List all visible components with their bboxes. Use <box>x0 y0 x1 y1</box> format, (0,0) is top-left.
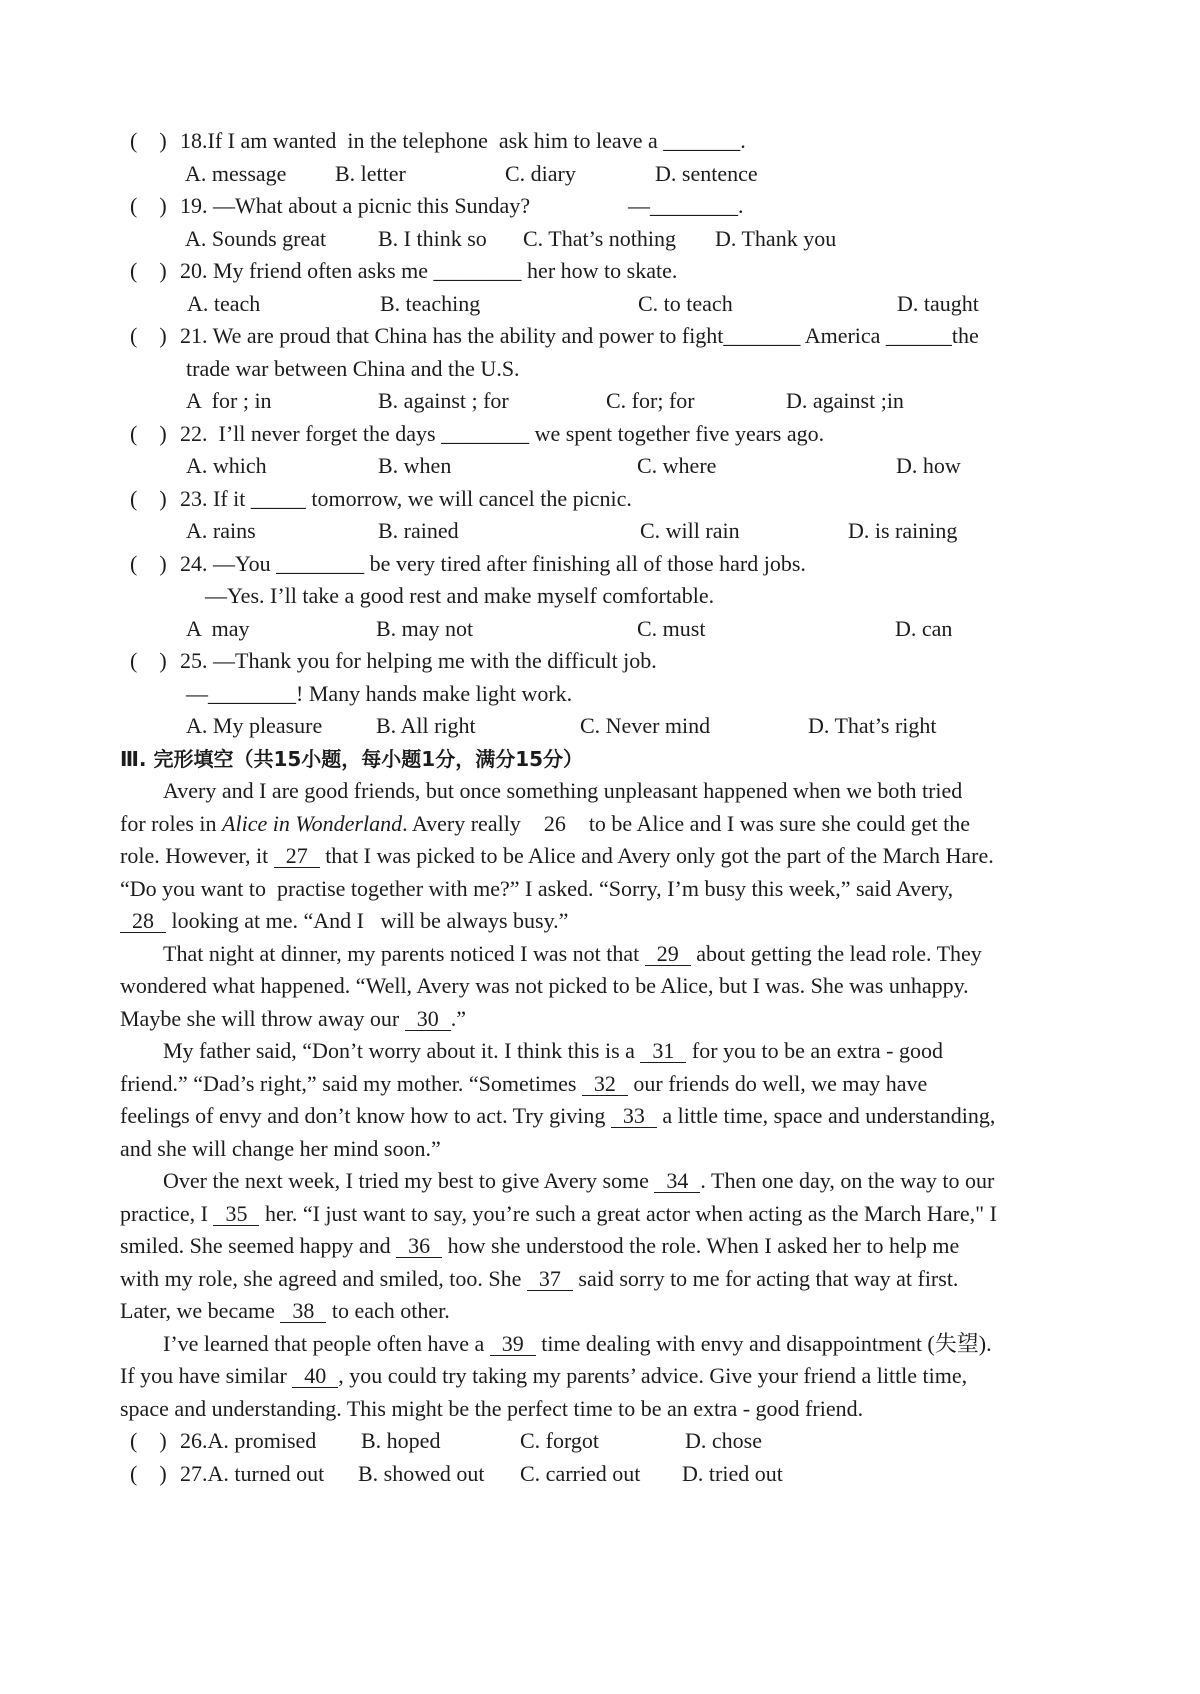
passage-text-line <box>120 1068 927 1101</box>
passage-text: to be Alice and I was sure she could get the <box>577 810 971 836</box>
passage-text-line <box>163 938 982 971</box>
passage-line <box>0 1360 1200 1393</box>
option-d: D. sentence <box>655 160 758 186</box>
passage-text-line <box>120 1295 450 1328</box>
passage-text-line <box>120 1230 959 1263</box>
question-stem-continued: —Yes. I’ll take a good rest and make myself comfortable. <box>205 583 715 608</box>
option-c: C. forgot <box>520 1428 600 1453</box>
passage-text: our friends do well, we may have <box>627 1070 928 1096</box>
question-22 <box>0 418 1200 451</box>
option-b: B. rained <box>378 518 459 543</box>
question-stem: 22. I’ll never forget the days ________ we spent together five years ago. <box>180 420 825 446</box>
answer-bracket: ( ) <box>130 420 167 446</box>
question-stem: 23. If it _____ tomorrow, we will cancel the picnic. <box>180 485 632 511</box>
blank-27: 27 <box>274 845 320 868</box>
passage-text: , you could try taking my parents’ advice. Give your friend a little time, <box>338 1363 968 1388</box>
question-20 <box>0 255 1200 288</box>
passage-text: Later, we became <box>120 1298 281 1323</box>
option-c: C. where <box>637 453 717 478</box>
passage-text: wondered what happened. “Well, Avery was not picked to be Alice, but I was. She was unhappy. <box>120 973 969 998</box>
question-stem: 21. We are proud that China has the ability and power to fight_______ America ______the <box>180 323 979 348</box>
question-19-options <box>0 223 1200 256</box>
blank-28: 28 <box>120 910 166 933</box>
passage-line <box>0 1198 1200 1231</box>
question-stem: 24. —You ________ be very tired after finishing all of those hard jobs. <box>180 550 806 576</box>
option-b: B. hoped <box>361 1428 441 1453</box>
blank-26: 26 <box>543 810 566 836</box>
passage-text: space and understanding. This might be the perfect time to be an extra - good friend. <box>120 1395 864 1421</box>
option-b: B. showed out <box>358 1460 485 1486</box>
blank-31: 31 <box>640 1040 686 1063</box>
passage-line <box>0 1328 1200 1361</box>
blank-33: 33 <box>611 1105 657 1128</box>
option-b: B. All right <box>376 713 476 738</box>
passage-text: a little time, space and understanding, <box>656 1103 996 1128</box>
question-24 <box>0 548 1200 581</box>
passage-line <box>0 840 1200 873</box>
passage-line <box>0 808 1200 841</box>
passage-text: how she understood the role. When I asked her to help me <box>442 1233 960 1258</box>
passage-text: that I was picked to be Alice and Avery only got the part of the March Hare. <box>319 843 994 868</box>
passage-text-line <box>163 1035 943 1068</box>
option-a: A for ; in <box>186 388 272 413</box>
option-d: D. is raining <box>848 518 958 543</box>
option-c: C. That’s nothing <box>523 225 676 251</box>
question-19 <box>0 190 1200 223</box>
question-stem: 25. —Thank you for helping me with the difficult job. <box>180 648 657 673</box>
option-a: A. message <box>185 160 287 186</box>
option-c: C. will rain <box>640 518 740 543</box>
question-25 <box>0 645 1200 678</box>
question-18 <box>0 125 1200 158</box>
passage-line <box>0 873 1200 906</box>
passage-text: . Avery really <box>402 810 532 836</box>
question-stem-option-a: 27.A. turned out <box>180 1460 325 1486</box>
option-d: D. Thank you <box>715 225 837 251</box>
option-c: C. diary <box>505 160 576 186</box>
option-d: D. That’s right <box>808 713 937 738</box>
passage-line <box>0 1393 1200 1426</box>
blank-40: 40 <box>292 1365 338 1388</box>
option-a: A. rains <box>186 518 256 543</box>
answer-bracket: ( ) <box>130 1428 167 1453</box>
option-c: C. to teach <box>638 290 733 316</box>
blank-32: 32 <box>582 1073 628 1096</box>
passage-text: to each other. <box>326 1298 450 1323</box>
passage-line <box>0 1100 1200 1133</box>
passage-text-line <box>120 1198 997 1231</box>
passage-text: My father said, “Don’t worry about it. I think this is a <box>163 1038 641 1063</box>
passage-line <box>0 1230 1200 1263</box>
blank-38: 38 <box>280 1300 326 1323</box>
passage-text: . Then one day, on the way to our <box>700 1168 995 1193</box>
passage-line <box>0 1263 1200 1296</box>
answer-bracket: ( ) <box>130 258 167 283</box>
answer-bracket: ( ) <box>130 648 167 673</box>
passage-text: looking at me. “And I will be always busy.” <box>166 908 569 933</box>
option-a: A. teach <box>187 290 261 316</box>
passage-text: “Do you want to practise together with me?” I asked. “Sorry, I’m busy this week,” said Avery, <box>120 875 954 901</box>
question-stem-continued: —________! Many hands make light work. <box>186 680 573 706</box>
blank-37: 37 <box>527 1268 573 1291</box>
passage-line <box>0 970 1200 1003</box>
question-21 <box>0 320 1200 353</box>
option-d: D. taught <box>897 290 979 316</box>
question-stem-option-a: 26.A. promised <box>180 1428 317 1453</box>
blank-39: 39 <box>490 1333 536 1356</box>
question-24-continued <box>0 580 1200 613</box>
passage-text: her. “I just want to say, you’re such a great actor when acting as the March Hare," I <box>259 1200 997 1226</box>
option-b: B. teaching <box>380 290 481 316</box>
answer-bracket: ( ) <box>130 1460 167 1486</box>
option-a: A may <box>186 615 250 641</box>
option-c: C. Never mind <box>580 713 711 738</box>
passage-text: with my role, she agreed and smiled, too. She <box>120 1265 527 1291</box>
question-stem: 19. —What about a picnic this Sunday? <box>180 193 531 218</box>
question-26 <box>0 1425 1200 1458</box>
passage-line <box>0 775 1200 808</box>
passage-line <box>0 1133 1200 1166</box>
blank-36: 36 <box>396 1235 442 1258</box>
passage-text-line <box>163 1165 994 1198</box>
passage-line <box>0 1068 1200 1101</box>
passage-text: Maybe she will throw away our <box>120 1005 405 1031</box>
answer-bracket: ( ) <box>130 323 167 348</box>
passage-line <box>0 1035 1200 1068</box>
question-stem-continued: trade war between China and the U.S. <box>186 355 520 381</box>
passage-text-line <box>120 1100 995 1133</box>
answer-bracket: ( ) <box>130 485 167 511</box>
passage-text: That night at dinner, my parents noticed I was not that <box>163 940 645 966</box>
section-heading <box>0 743 1200 776</box>
passage-text-line <box>120 1263 958 1296</box>
passage-text: role. However, it <box>120 843 274 868</box>
question-21-continued <box>0 353 1200 386</box>
passage-text-line <box>120 1003 466 1036</box>
answer-bracket: ( ) <box>130 128 167 153</box>
exam-content <box>0 125 1200 1490</box>
passage-text: for you to be an extra - good <box>686 1038 943 1063</box>
passage-text-line <box>120 905 568 938</box>
book-title: Alice in Wonderland <box>222 810 403 836</box>
question-18-options <box>0 158 1200 191</box>
passage-line <box>0 938 1200 971</box>
question-27 <box>0 1458 1200 1491</box>
option-d: D. against ;in <box>786 388 904 413</box>
question-25-continued <box>0 678 1200 711</box>
passage-text: for roles in <box>120 810 223 836</box>
passage-text: If you have similar <box>120 1363 293 1388</box>
passage-text: smiled. She seemed happy and <box>120 1233 397 1258</box>
answer-bracket: ( ) <box>130 550 167 576</box>
option-d: D. how <box>896 453 961 478</box>
passage-text: feelings of envy and don’t know how to act. Try giving <box>120 1103 611 1128</box>
passage-text-line <box>120 808 970 841</box>
option-b: B. I think so <box>378 225 487 251</box>
section-title: Ⅲ. 完形填空（共15小题，每小题1分，满分15分） <box>120 746 584 771</box>
option-b: B. when <box>378 453 452 478</box>
option-d: D. can <box>895 615 953 641</box>
option-a: A. My pleasure <box>186 713 323 738</box>
passage-text-line <box>163 1328 992 1361</box>
answer-bracket: ( ) <box>130 193 167 218</box>
passage-text: .” <box>450 1005 466 1031</box>
option-c: C. must <box>637 615 706 641</box>
question-stem: 18.If I am wanted in the telephone ask him to leave a _______. <box>180 128 746 153</box>
option-c: C. for; for <box>606 388 695 413</box>
passage-text-line <box>120 1360 967 1393</box>
passage-text: I’ve learned that people often have a <box>163 1330 490 1356</box>
option-d: D. tried out <box>682 1460 783 1486</box>
passage-line <box>0 1003 1200 1036</box>
question-21-options <box>0 385 1200 418</box>
option-c: C. carried out <box>520 1460 641 1486</box>
blank-29: 29 <box>645 943 691 966</box>
passage-text: time dealing with envy and disappointment (失望). <box>535 1330 992 1356</box>
passage-text: friend.” “Dad’s right,” said my mother. “Sometimes <box>120 1070 582 1096</box>
question-24-options <box>0 613 1200 646</box>
question-reply: —________. <box>628 193 744 218</box>
option-b: B. against ; for <box>378 388 509 413</box>
passage-text: practice, I <box>120 1200 214 1226</box>
passage-text: said sorry to me for acting that way at first. <box>572 1265 959 1291</box>
question-23-options <box>0 515 1200 548</box>
passage-text: Avery and I are good friends, but once something unpleasant happened when we both tried <box>163 778 963 803</box>
passage-text: about getting the lead role. They <box>690 940 982 966</box>
passage-line <box>0 1165 1200 1198</box>
passage-line <box>0 1295 1200 1328</box>
question-20-options <box>0 288 1200 321</box>
passage-text: and she will change her mind soon.” <box>120 1135 441 1161</box>
option-a: A. Sounds great <box>185 225 327 251</box>
question-stem: 20. My friend often asks me ________ her how to skate. <box>180 258 678 283</box>
question-25-options <box>0 710 1200 743</box>
option-b: B. may not <box>376 615 474 641</box>
blank-34: 34 <box>654 1170 700 1193</box>
blank-35: 35 <box>213 1203 259 1226</box>
passage-text: Over the next week, I tried my best to give Avery some <box>163 1168 655 1193</box>
option-a: A. which <box>186 453 267 478</box>
question-22-options <box>0 450 1200 483</box>
passage-text-line <box>120 840 994 873</box>
blank-30: 30 <box>405 1008 451 1031</box>
option-d: D. chose <box>685 1428 762 1453</box>
option-b: B. letter <box>335 160 406 186</box>
passage-line <box>0 905 1200 938</box>
question-23 <box>0 483 1200 516</box>
